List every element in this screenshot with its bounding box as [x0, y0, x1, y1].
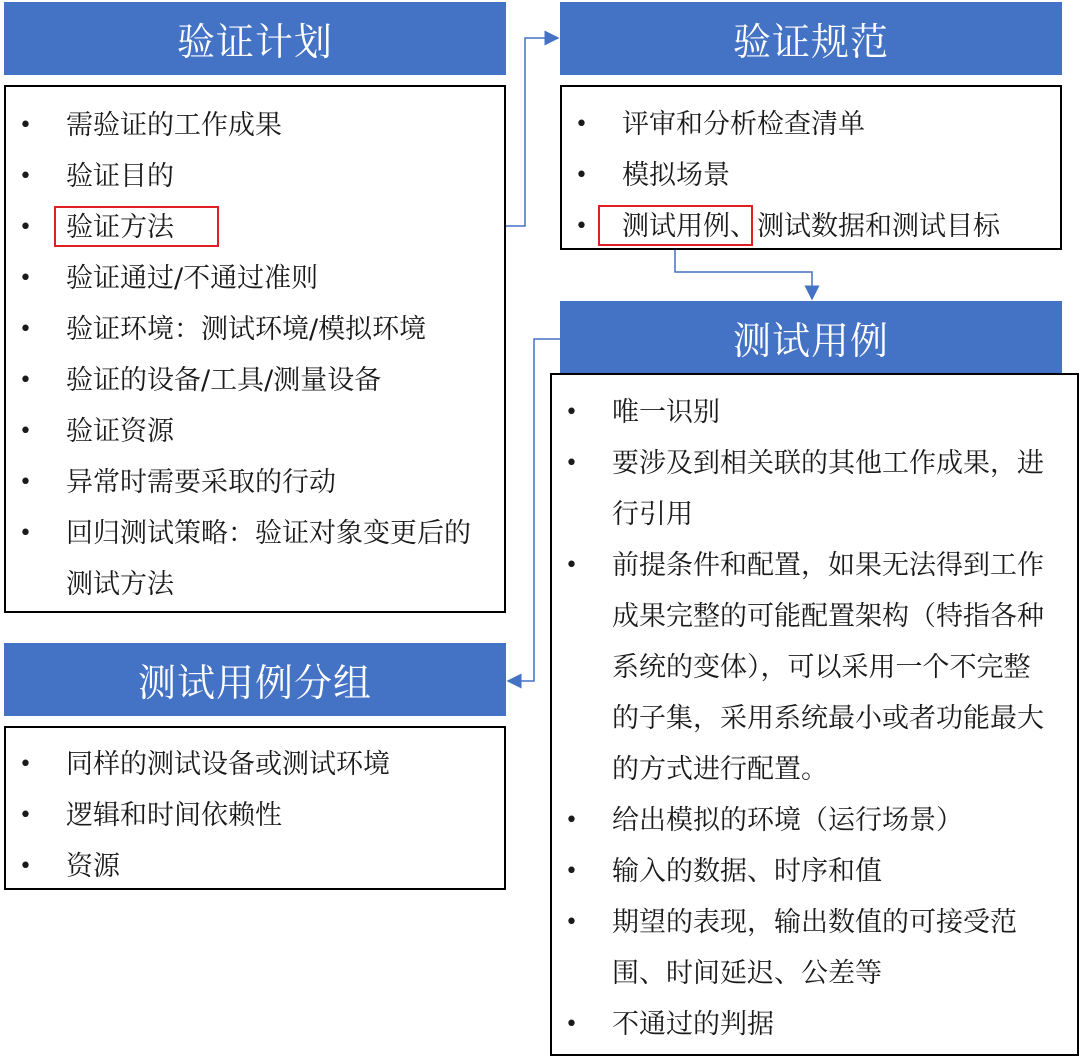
plan-title: 验证计划	[176, 20, 333, 64]
testcase-item-5: 输入的数据、时序和值	[612, 856, 882, 887]
spec-item-2: 模拟场景	[622, 160, 730, 191]
bullet: •	[565, 808, 578, 833]
plan-item-7: 验证资源	[66, 416, 174, 447]
bullet: •	[19, 164, 32, 189]
grouping-item-1: 同样的测试设备或测试环境	[66, 749, 390, 780]
bullet: •	[19, 521, 32, 546]
bullet: •	[575, 163, 588, 188]
testcase-header	[560, 301, 1062, 373]
bullet: •	[575, 112, 588, 137]
bullet: •	[565, 859, 578, 884]
bullet: •	[19, 752, 32, 777]
bullet: •	[575, 214, 588, 239]
testcase-item-3: 前提条件和配置，如果无法得到工作成果完整的可能配置架构（特指各种系统的变体），可以采用一个不完整的子集，采用系统最小或者功能最大的方式进行配置。	[612, 550, 1044, 785]
grouping-title: 测试用例分组	[137, 661, 372, 705]
spec-title: 验证规范	[732, 20, 889, 64]
bullet: •	[19, 317, 32, 342]
spec-box	[560, 85, 1062, 250]
bullet: •	[19, 113, 32, 138]
plan-item-5: 验证环境：测试环境/模拟环境	[66, 314, 427, 345]
testcase-item-6: 期望的表现，输出数值的可接受范围、时间延迟、公差等	[612, 907, 1017, 989]
bullet: •	[565, 400, 578, 425]
bullet: •	[19, 368, 32, 393]
testcase-item-2: 要涉及到相关联的其他工作成果，进行引用	[612, 448, 1044, 530]
testcase-item-1: 唯一识别	[612, 397, 720, 428]
grouping-header	[4, 643, 506, 716]
spec-item-1: 评审和分析检查清单	[622, 109, 865, 140]
plan-box	[4, 85, 506, 613]
plan-item-6: 验证的设备/工具/测量设备	[66, 365, 382, 396]
testcase-title: 测试用例	[732, 318, 889, 363]
testcase-item-4: 给出模拟的环境（运行场景）	[612, 805, 963, 836]
spec-item-3: 测试用例、测试数据和测试目标	[622, 211, 1000, 242]
bullet: •	[19, 470, 32, 495]
plan-item-8: 异常时需要采取的行动	[66, 467, 336, 498]
plan-header	[4, 2, 506, 75]
plan-item-2: 验证目的	[66, 161, 174, 192]
bullet: •	[19, 803, 32, 828]
bullet: •	[565, 910, 578, 935]
grouping-box	[4, 726, 506, 890]
plan-item-4: 验证通过/不通过准则	[66, 263, 319, 294]
testcase-item-7: 不通过的判据	[612, 1009, 774, 1040]
plan-item-3: 验证方法	[66, 212, 174, 243]
plan-item-1: 需验证的工作成果	[66, 110, 282, 141]
plan-item-9: 回归测试策略：验证对象变更后的测试方法	[66, 518, 471, 600]
bullet: •	[19, 266, 32, 291]
bullet: •	[565, 1012, 578, 1037]
spec-header	[560, 2, 1062, 75]
grouping-item-2: 逻辑和时间依赖性	[66, 800, 282, 831]
bullet: •	[19, 215, 32, 240]
bullet: •	[19, 419, 32, 444]
bullet: •	[565, 553, 578, 578]
bullet: •	[19, 854, 32, 879]
testcase-box	[550, 373, 1079, 1056]
grouping-item-3: 资源	[66, 851, 120, 882]
arrow-spec-to-testcase	[675, 245, 812, 299]
bullet: •	[565, 451, 578, 476]
